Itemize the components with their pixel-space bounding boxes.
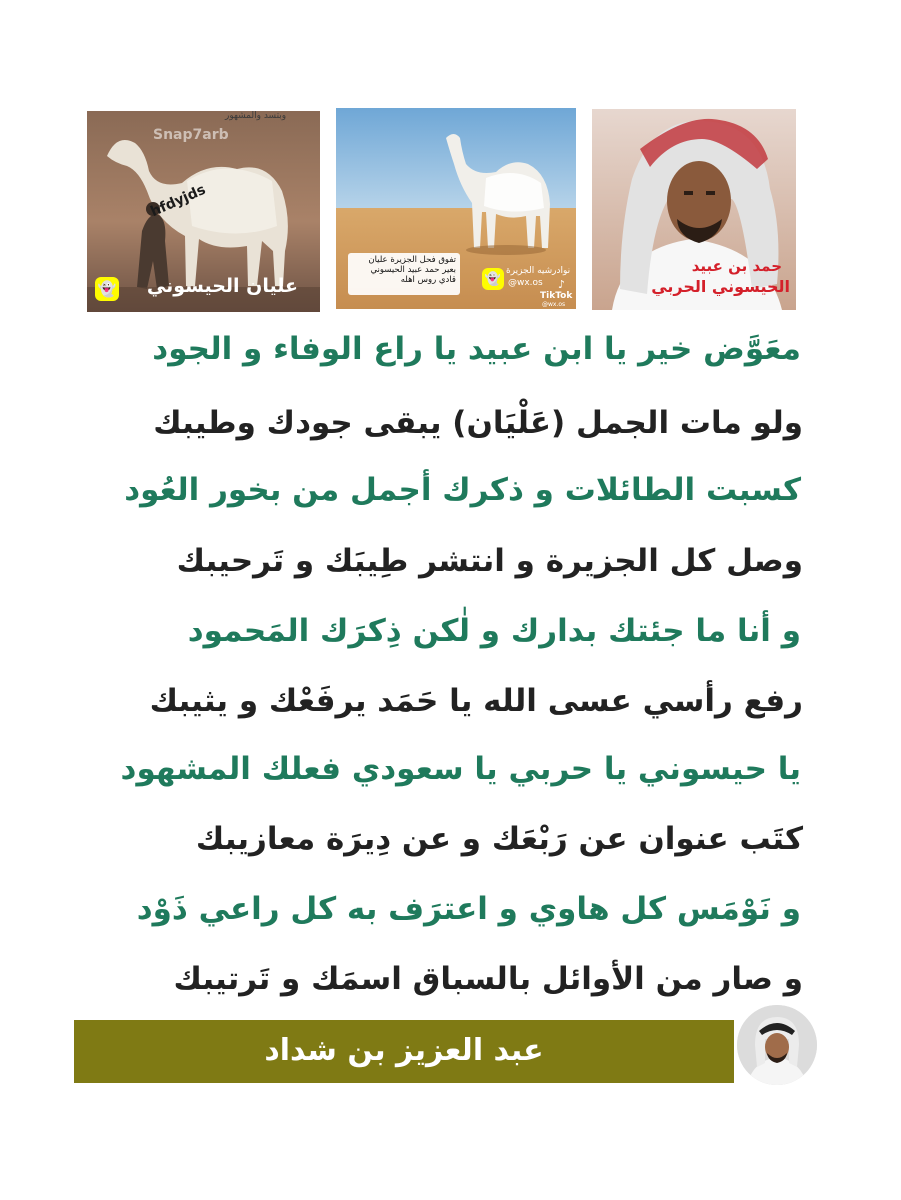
account-handle-text: @wx.os bbox=[508, 278, 543, 288]
author-avatar-image bbox=[737, 1005, 817, 1085]
portrait-photo-right bbox=[592, 109, 796, 310]
poem-line-8: كتَب عنوان عن رَبْعَك و عن دِيرَة معازيبك bbox=[195, 821, 803, 857]
snapchat-icon: 👻 bbox=[95, 277, 119, 301]
poem-line-3: كسبت الطائلات و ذكرك أجمل من بخور العُود bbox=[124, 472, 801, 508]
snapchat-icon: 👻 bbox=[482, 268, 504, 290]
camel-photo-left bbox=[87, 111, 320, 312]
poem-line-10: و صار من الأوائل بالسباق اسمَك و تَرتيبك bbox=[173, 961, 803, 997]
author-banner bbox=[74, 1020, 734, 1083]
poem-line-2: ولو مات الجمل (عَلْيَان) يبقى جودك وطيبك bbox=[153, 405, 803, 441]
portrait-caption-line-2: الحيسوني الحربي bbox=[651, 277, 790, 296]
poem-line-1: معَوَّض خير يا ابن عبيد يا راع الوفاء و الجود bbox=[152, 331, 801, 367]
poem-line-6: رفع رأسي عسى الله يا حَمَد يرفَعْك و يثيبك bbox=[149, 683, 803, 719]
tiktok-handle: @wx.os bbox=[542, 301, 566, 308]
tiktok-overlay-box bbox=[348, 253, 460, 295]
poem-line-9: و نَوْمَس كل هاوي و اعترَف به كل راعي ذَوْد bbox=[136, 891, 801, 927]
poem-line-4: وصل كل الجزيرة و انتشر طِيبَك و تَرحيبك bbox=[176, 543, 803, 579]
tiktok-label: TikTok bbox=[540, 291, 573, 301]
account-name-text: نوادرشيه الجزيرة bbox=[506, 266, 571, 276]
watermark-tag-text: hfdyjds bbox=[148, 181, 209, 221]
overlay-line-2: بعير حمد عبيد الحيسوني bbox=[370, 265, 456, 275]
watermark-text: Snap7arb bbox=[153, 127, 229, 143]
camel-photo-left-caption: عليان الحيسوني bbox=[146, 275, 298, 297]
tiktok-icon: ♪ bbox=[558, 278, 566, 291]
poem-line-7: يا حيسوني يا حربي يا سعودي فعلك المشهود bbox=[120, 751, 801, 787]
overlay-line-3: قادي روس اهله bbox=[400, 275, 456, 285]
author-name: عبد العزيز بن شداد bbox=[264, 1033, 544, 1068]
watermark-top-text: وبتسد والمشهور bbox=[225, 111, 287, 121]
portrait-caption-line-1: حمد بن عبيد bbox=[691, 257, 782, 275]
overlay-line-1: تفوق فحل الجزيرة عليان bbox=[368, 255, 456, 265]
author-avatar bbox=[737, 1005, 817, 1085]
poem-line-5: و أنا ما جئتك بدارك و لٰكن ذِكرَك المَحمود bbox=[187, 613, 801, 649]
camel-photo-middle bbox=[336, 108, 576, 309]
